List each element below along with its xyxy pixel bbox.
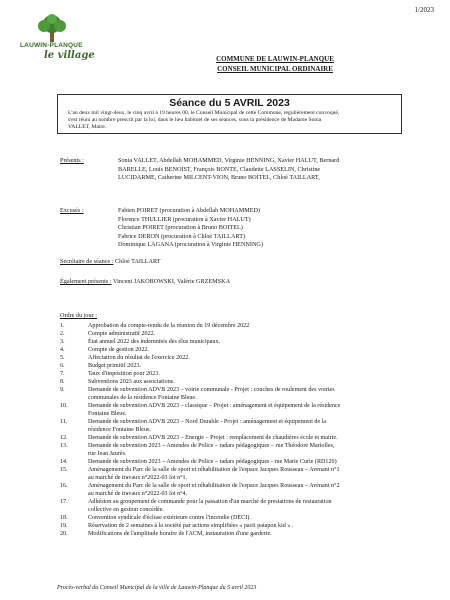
agenda-item-line: rue Jean Jaurès. — [88, 451, 127, 457]
seance-title: Séance du 5 AVRIL 2023 — [169, 97, 290, 109]
agenda-item — [60, 442, 420, 458]
excuses-line: Christian POIRET (procuration à Bruno BOITEL) — [118, 224, 243, 231]
agenda-item — [60, 330, 420, 338]
presents-line: LUCIDARME, Catherine MILCENT-VION, Bruno BOITEL, Chloé TAILLART, — [118, 174, 320, 181]
presents-line: Sonia VALLET, Abdellah MOHAMMED, Virginie HENNING, Xavier HALUT, Bernard — [118, 157, 340, 164]
agenda-item-line: communales de la résidence Fontaine Bleue. — [88, 395, 197, 401]
agenda-item-line: résidence Fontaine Bleue. — [88, 427, 152, 433]
presents-section — [60, 157, 84, 166]
presents-label: Présents : — [60, 157, 84, 164]
agenda-item-number: 13. — [60, 443, 68, 449]
excuses-line: Fabrice DERON (procuration à Chloé TAILLART) — [118, 232, 246, 240]
agenda-item-line: Compte de gestion 2022. — [88, 347, 149, 353]
agenda-item-number: 7. — [60, 371, 65, 377]
egalement-section — [60, 278, 230, 287]
agenda-item — [60, 482, 420, 498]
seance-line: s'est réuni au nombre prescrit par la loi, dans le lieu habituel de ses séances, sous la présidence de Madame Sonia — [68, 117, 322, 123]
seance-line: VALLET, Maire. — [68, 124, 107, 130]
council-type: CONSEIL MUNICIPAL ORDINAIRE — [217, 65, 333, 73]
agenda-item-text — [88, 338, 420, 346]
agenda-item-number: 9. — [60, 387, 65, 393]
agenda-item — [60, 378, 420, 386]
agenda-item — [60, 514, 420, 522]
secretaire-section — [60, 258, 161, 267]
agenda-item-number: 3. — [60, 339, 65, 345]
agenda-item-text — [88, 378, 420, 386]
agenda-item — [60, 530, 420, 538]
agenda-item-text — [88, 514, 420, 522]
agenda-item-line: Aménagement du Parc de la salle de sport et réhabilitation de l'espace Jacques Rousseau – Avenant n°1 — [88, 467, 340, 473]
agenda-item-line: Affectation du résultat de l'exercice 2022. — [88, 355, 190, 361]
agenda-item-text — [88, 498, 420, 514]
agenda-item-line: Compte administratif 2022. — [88, 331, 156, 337]
tree-icon — [20, 14, 100, 44]
agenda-item-number: 4. — [60, 347, 65, 353]
agenda-item-text — [88, 354, 420, 362]
agenda-item — [60, 386, 420, 402]
agenda-item-text — [88, 386, 420, 402]
agenda-item — [60, 418, 420, 434]
agenda-item-line: Fontaine Bleue. — [88, 411, 127, 417]
excuses-line: Fabien POIRET (procuration à Abdellah MOHAMMED) — [118, 207, 261, 214]
excuses-line: Florence THULLIER (procuration à Xavier HALUT) — [118, 215, 251, 223]
agenda-item — [60, 354, 420, 362]
agenda-item-text — [88, 522, 420, 530]
agenda-item-text — [88, 346, 420, 354]
agenda-item-number: 1. — [60, 323, 65, 329]
agenda-item-text — [88, 434, 420, 442]
agenda-item-line: Demande de subvention ADVB 2023 – voirie communale - Projet : couches de roulement des voiries — [88, 387, 335, 393]
agenda-item-line: au marché de travaux n°2022-03 lot n°4. — [88, 491, 188, 497]
agenda-list — [60, 322, 420, 538]
agenda-item-number: 18. — [60, 515, 68, 521]
seance-line: L'an deux mil vingt-deux, le cinq avril à 19 heures 00, le Conseil Municipal de cette Commune, régulièrement convoqué, — [68, 110, 340, 116]
agenda-item-text — [88, 442, 420, 458]
seance-intro — [68, 110, 398, 131]
excuses-label: Excusés : — [60, 207, 84, 214]
excuses-list — [118, 207, 408, 250]
excuses-line: Dominique LAGANA (procuration à Virginie HENNING) — [118, 241, 263, 248]
page-number: 1/2023 — [414, 6, 434, 14]
agenda-item-line: Modifications de l'amplitude horaire de l'ACM, instauration d'une garderie. — [88, 531, 272, 537]
agenda-item-text — [88, 330, 420, 338]
agenda-item-line: Budget primitif 2023. — [88, 363, 141, 369]
agenda-item — [60, 322, 420, 330]
agenda-item-text — [88, 362, 420, 370]
agenda-item-number: 10. — [60, 403, 68, 409]
agenda-item-text — [88, 530, 420, 538]
agenda-item-text — [88, 466, 420, 482]
agenda-item-line: Convention syndicale d'écluse extérieure contre l'incendie (DECI). — [88, 515, 251, 521]
secretaire-value: Chloé TAILLART — [113, 258, 161, 265]
commune-logo — [20, 14, 100, 70]
presents-line: BARELLE, Louis BENOIST, François BONTE, Claudette LASSELIN, Christine — [118, 165, 321, 173]
agenda-item-number: 17. — [60, 499, 68, 505]
agenda-item-number: 11. — [60, 419, 68, 425]
agenda-item-text — [88, 370, 420, 378]
agenda-item-number: 15. — [60, 467, 68, 473]
agenda-item — [60, 346, 420, 354]
agenda-item-line: Demande de subvention 2023 – Amendes de Police – radars pédagogiques - rue Marie Curie (RD120) — [88, 459, 337, 465]
agenda-item — [60, 522, 420, 530]
agenda-item-number: 20. — [60, 531, 68, 537]
agenda-item-text — [88, 482, 420, 498]
commune-header — [150, 54, 400, 74]
presents-list — [118, 157, 408, 183]
agenda-item-number: 19. — [60, 523, 68, 529]
agenda-item — [60, 466, 420, 482]
logo-slogan: le village — [44, 50, 95, 61]
agenda-item-number: 16. — [60, 483, 68, 489]
agenda-item — [60, 498, 420, 514]
agenda-item-line: Subventions 2023 aux associations. — [88, 379, 175, 385]
agenda-item-text — [88, 402, 420, 418]
agenda-item-number: 6. — [60, 363, 65, 369]
agenda-item-number: 14. — [60, 459, 68, 465]
agenda-item-line: Aménagement du Parc de la salle de sport et réhabilitation de l'espace Jacques Rousseau – Avenant n°2 — [88, 483, 340, 489]
agenda-item-line: Approbation du compte-rendu de la réunion du 19 décembre 2022 — [88, 323, 250, 329]
agenda-item-line: Demande de subvention 2023 – Amendes de Police – radars pédagogiques – rue Théodore Mariolles, — [88, 443, 335, 449]
egalement-label: Également présents : — [60, 278, 112, 285]
agenda-item-number: 8. — [60, 379, 65, 385]
agenda-item-number: 2. — [60, 331, 65, 337]
ordre-du-jour-label: Ordre du jour : — [60, 312, 97, 319]
agenda-item-line: Réservation de 2 semaines à la société par actions simplifiées « pacti patapon kid » . — [88, 523, 294, 529]
agenda-item-text — [88, 322, 420, 330]
secretaire-label: Secrétaire de séance : — [60, 258, 114, 265]
agenda-item-line: Adhésion au groupement de commande pour la passation d'un marché de prestations de restauration — [88, 499, 332, 505]
agenda-item — [60, 338, 420, 346]
agenda-item-line: État annuel 2022 des indemnités des élus municipaux. — [88, 339, 221, 345]
excuses-section — [60, 207, 84, 216]
agenda-item — [60, 362, 420, 370]
seance-box — [57, 94, 402, 134]
egalement-value: Vincent JAKOBOWSKI, Valérie GRZEMSKA — [111, 278, 231, 285]
agenda-item-line: collective en gestion concédée. — [88, 507, 164, 513]
agenda-item-line: Taux d'imposition pour 2023. — [88, 371, 160, 377]
agenda-item — [60, 370, 420, 378]
agenda-item-line: Demande de subvention ADVB 2023 – classique – Projet : aménagement et équipement de la résidence — [88, 403, 341, 409]
commune-name: COMMUNE DE LAUWIN-PLANQUE — [216, 55, 334, 63]
agenda-item-number: 12. — [60, 435, 68, 441]
agenda-item-line: au marché de travaux n°2022-03 lot n°1. — [88, 475, 188, 481]
agenda-item-line: Demande de subvention ADVB 2023 – Nord Durable - Projet : aménagement et équipement de la — [88, 419, 327, 425]
agenda-item — [60, 402, 420, 418]
agenda-item-text — [88, 458, 420, 466]
agenda-item-line: Demande de subvention ADVB 2023 – Energie – Projet : remplacement de chaudières école et mairie. — [88, 435, 338, 441]
agenda-item — [60, 458, 420, 466]
footer-text: Procès-verbal du Conseil Municipal de la ville de Lauwin-Planque du 5 avril 2023 — [57, 585, 257, 591]
logo-name: LAUWIN-PLANQUE — [20, 42, 83, 49]
agenda-item-number: 5. — [60, 355, 65, 361]
agenda-item — [60, 434, 420, 442]
agenda-item-text — [88, 418, 420, 434]
